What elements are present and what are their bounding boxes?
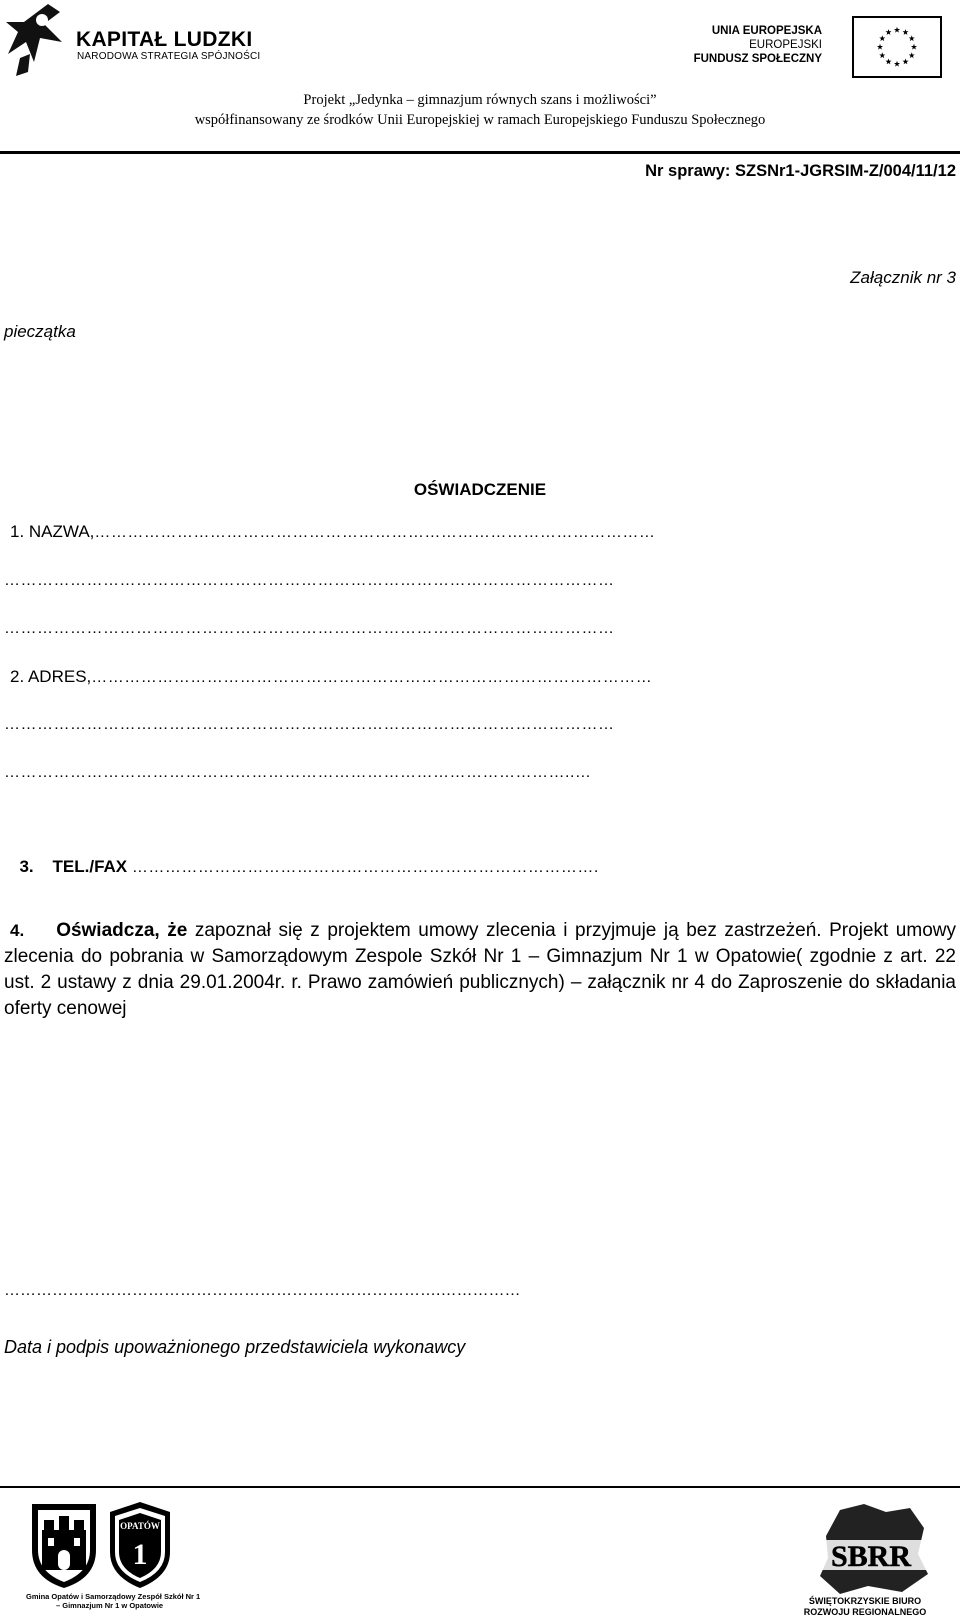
address-label: 2. ADRES, — [10, 667, 92, 686]
sbrr-map-icon — [806, 1500, 936, 1596]
signature-dots: ……………………………………………………………………….…………… — [4, 1282, 521, 1299]
eu-flag-stars-icon — [852, 16, 942, 78]
address-dots-line-2: ………………………………………………………………………………………………… — [4, 716, 615, 733]
item-4-text: zapoznał się z projektem umowy zlecenia i przyjmuje ją bez zastrzeżeń. Projekt umowy zlecenia do pobrania w Samorządowym Zespole Szkół Nr 1 – Gimnazjum Nr 1 w Opatowie( zgodnie z art. 22 ust. 2 ustawy z dnia 29.01.2004r. r. Prawo zamówień publicznych) – załącznik nr 4 do Zaproszenie do składania oferty cenowej — [4, 920, 956, 1019]
address-dots: ………………………………………………………………………………………… — [91, 669, 653, 686]
stamp-placeholder: pieczątka — [4, 322, 76, 341]
kapital-ludzki-title: KAPITAŁ LUDZKI — [76, 28, 253, 51]
eu-label — [694, 24, 822, 66]
school-badge-text: OPATÓW — [120, 1521, 160, 1531]
kapital-ludzki-subtitle: NARODOWA STRATEGIA SPÓJNOŚCI — [77, 51, 261, 62]
footer-caption — [26, 1592, 200, 1610]
tel-label: 3. TEL./FAX — [19, 857, 128, 876]
item-4-bold: Oświadcza, że — [56, 920, 188, 941]
castle-crest-icon — [28, 1500, 100, 1590]
name-label: 1. NAZWA, — [10, 522, 95, 541]
tel-dots: …………………………………………………………………………. — [131, 859, 599, 876]
signature-label: Data i podpis upoważnionego przedstawiciela wykonawcy — [4, 1337, 466, 1357]
footer-caption-line-2: – Gimnazjum Nr 1 w Opatowie — [56, 1601, 164, 1610]
project-title-line: Projekt „Jedynka – gimnazjum równych szans i możliwości” — [303, 92, 657, 108]
school-badge-number: 1 — [132, 1538, 148, 1571]
tel-field — [10, 837, 599, 877]
footer-divider — [0, 1486, 960, 1488]
school-shield-icon — [106, 1500, 174, 1590]
address-dots-line-3: …………………………………………………………………………………………..… — [4, 764, 592, 781]
attachment-number: Załącznik nr 3 — [850, 268, 956, 287]
name-field — [10, 522, 655, 542]
footer-caption-line-1: Gmina Opatów i Samorządowy Zespół Szkół Nr 1 — [26, 1592, 201, 1601]
header-divider — [0, 151, 960, 154]
sbrr-caption — [800, 1596, 930, 1618]
eu-line-3: FUNDUSZ SPOŁECZNY — [693, 53, 822, 65]
name-dots-line-3: ………………………………………………………………………………………………… — [4, 620, 615, 637]
case-number: Nr sprawy: SZSNr1-JGRSIM-Z/004/11/12 — [645, 162, 956, 180]
kapital-ludzki-star-figure-icon — [4, 2, 70, 78]
name-dots-line-2: ………………………………………………………………………………………………… — [4, 572, 615, 589]
footer-left-logos — [28, 1500, 178, 1592]
sbrr-logo-text: SBRR — [830, 1540, 912, 1573]
item-4-number: 4. — [10, 921, 25, 940]
project-funding-line: współfinansowany ze środków Unii Europejskiej w ramach Europejskiego Funduszu Społecznego — [194, 112, 766, 128]
document-title: OŚWIADCZENIE — [413, 480, 547, 499]
eu-line-1: UNIA EUROPEJSKA — [711, 25, 822, 37]
eu-line-2: EUROPEJSKI — [749, 39, 822, 51]
declaration-paragraph — [4, 918, 956, 1022]
name-dots: ………………………………………………………………………………………… — [94, 524, 656, 541]
sbrr-caption-line-1: ŚWIĘTOKRZYSKIE BIURO — [808, 1596, 922, 1606]
sbrr-caption-line-2: ROZWOJU REGIONALNEGO — [803, 1607, 927, 1617]
address-field — [10, 667, 652, 687]
